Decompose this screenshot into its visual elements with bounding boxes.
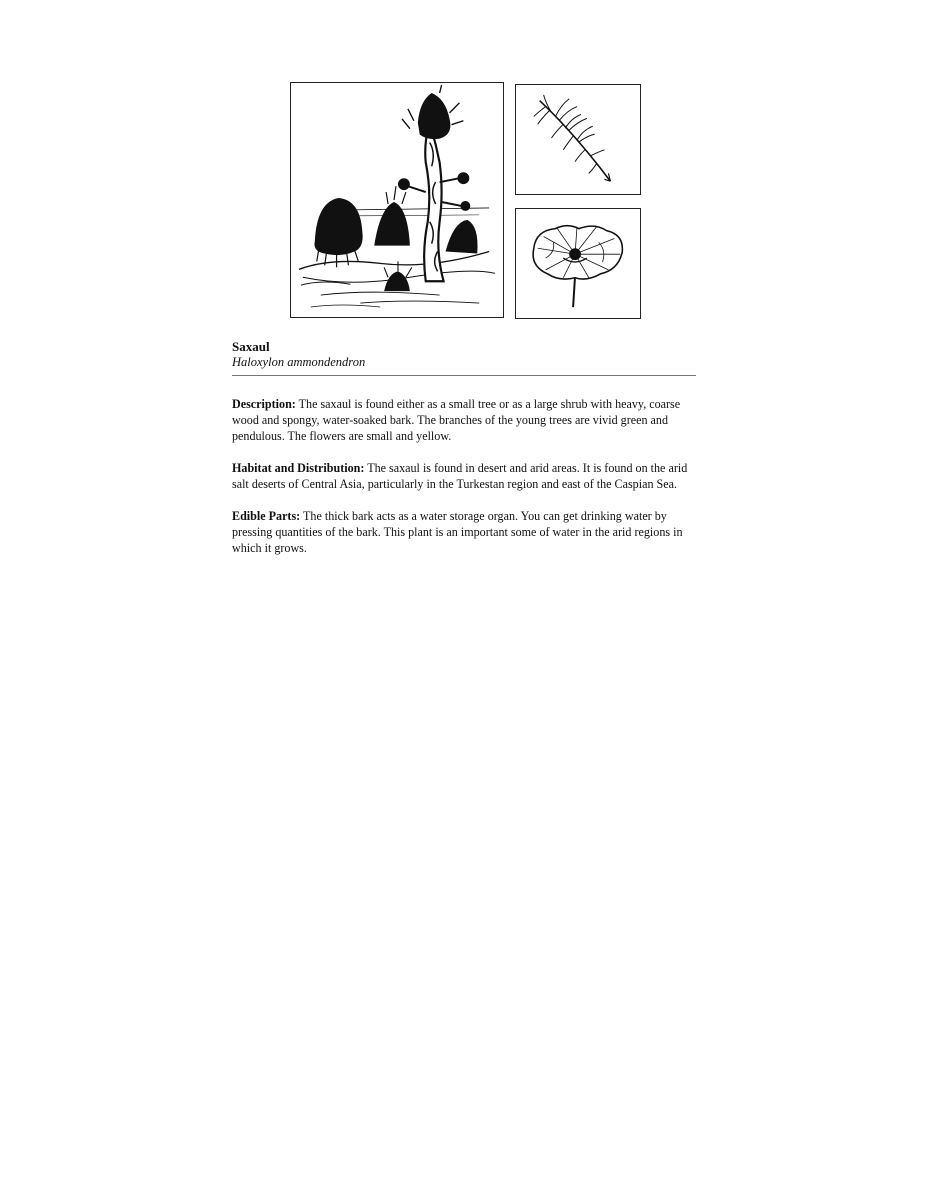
section-text: The saxaul is found either as a small tree or as a large shrub with heavy, coarse wood and spongy, water-soaked bark. The branches of the young trees are vivid green and pendulous. The flowers are small and yellow.	[232, 397, 681, 443]
header-divider	[232, 375, 696, 376]
section-label: Description:	[232, 397, 296, 411]
plant-common-name: Saxaul	[232, 339, 270, 354]
description-section	[232, 396, 698, 444]
saxaul-tree-illustration	[290, 82, 504, 318]
plant-body-text	[232, 396, 698, 572]
section-text: The saxaul is found in desert and arid areas. It is found on the arid salt deserts of Central Asia, particularly in the Turkestan region and east of the Caspian Sea.	[232, 461, 688, 491]
habitat-section	[232, 460, 698, 492]
saxaul-flower-illustration	[515, 208, 641, 319]
section-label: Habitat and Distribution:	[232, 461, 365, 475]
plant-header	[232, 339, 696, 370]
saxaul-branch-illustration	[515, 84, 641, 195]
edible-parts-section	[232, 508, 698, 556]
section-label: Edible Parts:	[232, 509, 301, 523]
plant-scientific-name: Haloxylon ammondendron	[232, 355, 366, 369]
section-text: The thick bark acts as a water storage organ. You can get drinking water by pressing quantities of the bark. This plant is an important some of water in the arid regions in which it grows.	[232, 509, 683, 555]
